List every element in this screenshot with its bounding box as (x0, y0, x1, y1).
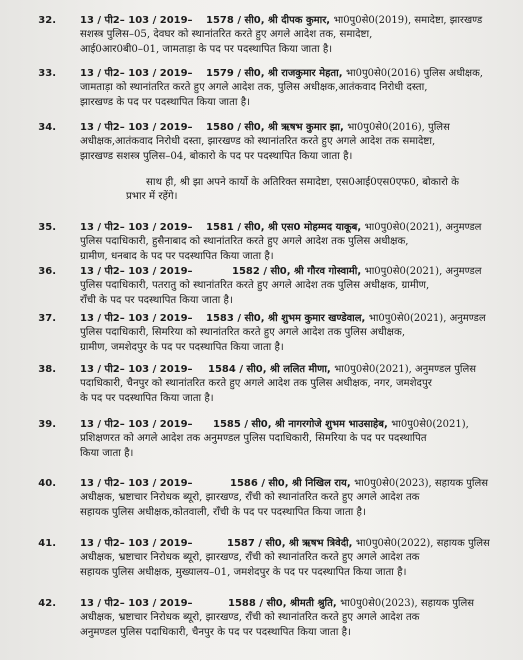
body-line: सहायक पुलिस अधीक्षक,कोतवाली, राँची के पद पर पदस्थापित किया जाता है। (80, 506, 366, 518)
body-line: पुलिस पदाधिकारी, सिमरिया को स्थानांतरित करते हुए अगले आदेश तक पुलिस अधीक्षक, (80, 327, 406, 339)
body-line: अधीक्षक,आतंकवाद निरोधी दस्ता, झारखण्ड को स्थानांतरित करते हुए अगले आदेश तक समादेष्टा, (80, 136, 436, 148)
body-line: आई0आर0बी0–01, जामताड़ा के पद पर पदस्थापित किया जाता है। (80, 43, 333, 55)
posting-text: भा0पु0से0(2021), अनुमण्डल (364, 222, 482, 233)
posting-text: भा0पु0से0(2023), सहायक पुलिस (340, 598, 475, 609)
body-line: अधीक्षक, भ्रष्टाचार निरोधक ब्यूरो, झारखण्ड, राँची को स्थानांतरित करते हुए अगले आदेश तक (80, 492, 420, 504)
ref-number: 1580 / सी0, (206, 122, 265, 133)
body-line: ग्रामीण, जमशेदपुर के पद पर पदस्थापित किया जाता है। (80, 341, 284, 353)
posting-text: भा0पु0से0(2016) पुलिस अधीक्षक, (345, 68, 483, 79)
ref-number: 1581 / सी0, (206, 222, 265, 233)
entry-number: 33. (38, 68, 56, 79)
entry-number: 40. (38, 478, 56, 489)
order-number: 13 / पी2– 103 / 2019– (80, 68, 193, 79)
posting-text: भा0पु0से0(2023), सहायक पुलिस (354, 478, 489, 489)
body-line: सहायक पुलिस अधीक्षक, मुख्यालय–01, जमशेदपुर के पद पर पदस्थापित किया जाता है। (80, 566, 407, 578)
body-line: जामताड़ा को स्थानांतरित करते हुए अगले आदेश तक, पुलिस अधीक्षक,आतंकवाद निरोधी दस्ता, (80, 82, 428, 94)
order-number: 13 / पी2– 103 / 2019– (80, 266, 193, 277)
ref-number: 1588 / सी0, (228, 598, 287, 609)
ref-number: 1585 / सी0, (213, 419, 272, 430)
order-number: 13 / पी2– 103 / 2019– (80, 364, 193, 375)
note-line: प्रभार में रहेंगे। (126, 191, 178, 203)
officer-name: श्री ऋषभ कुमार झा, (268, 122, 344, 133)
order-number: 13 / पी2– 103 / 2019– (80, 222, 193, 233)
officer-name: श्री गौरव गोस्वामी, (294, 266, 362, 277)
officer-name: श्री एस0 मोहम्मद याकूब, (268, 222, 362, 233)
entry-number: 32. (38, 15, 56, 26)
body-line: झारखण्ड के पद पर पदस्थापित किया जाता है। (80, 96, 251, 108)
additional-charge-note (126, 176, 516, 205)
entry-number: 36. (38, 266, 56, 277)
entry-number: 41. (38, 538, 56, 549)
entry-number: 42. (38, 598, 56, 609)
entry-number: 38. (38, 364, 56, 375)
body-line: पुलिस पदाधिकारी, हुसैनाबाद को स्थानांतरित करते हुए अगले आदेश तक पुलिस अधीक्षक, (80, 236, 409, 248)
body-line: पुलिस पदाधिकारी, पतरातु को स्थानांतरित करते हुए अगले आदेश तक पुलिस अधीक्षक, ग्रामीण, (80, 280, 430, 292)
ref-number: 1579 / सी0, (206, 68, 265, 79)
posting-text: भा0पु0से0(2021), अनुमण्डल पुलिस (334, 364, 476, 375)
posting-text: भा0पु0से0(2021), (391, 419, 469, 430)
body-line: अधीक्षक, भ्रष्टाचार निरोधक ब्यूरो, झारखण्ड, राँची को स्थानांतरित करते हुए अगले आदेश तक (80, 612, 420, 624)
officer-name: श्री शुभम कुमार खण्डेवाल, (268, 313, 366, 324)
note-line: साथ ही, श्री झा अपने कार्यो के अतिरिक्त समादेष्टा, एस0आई0एस0एफ0, बोकारो के (146, 177, 459, 188)
order-number: 13 / पी2– 103 / 2019– (80, 419, 193, 430)
body-line: पदाधिकारी, चैनपुर को स्थानांतरित करते हुए अगले आदेश तक पुलिस अधीक्षक, नगर, जमशेदपुर (80, 378, 432, 390)
ref-number: 1587 / सी0, (227, 538, 286, 549)
body-line: झारखण्ड सशस्त्र पुलिस–04, बोकारो के पद पर पदस्थापित किया जाता है। (80, 150, 353, 162)
order-number: 13 / पी2– 103 / 2019– (80, 598, 193, 609)
body-line: अनुमण्डल पुलिस पदाधिकारी, चैनपुर के पद पर पदस्थापित किया जाता है। (80, 626, 351, 638)
ref-number: 1586 / सी0, (230, 478, 289, 489)
entry-number: 35. (38, 222, 56, 233)
ref-number: 1584 / सी0, (208, 364, 267, 375)
posting-text: भा0पु0से0(2022), सहायक पुलिस (355, 538, 490, 549)
body-line: अधीक्षक, भ्रष्टाचार निरोधक ब्यूरो, झारखण्ड, राँची को स्थानांतरित करते हुए अगले आदेश तक (80, 552, 420, 564)
body-line: प्रशिक्षणरत को अगले आदेश तक अनुमण्डल पुलिस पदाधिकारी, सिमरिया के पद पर पदस्थापित (80, 433, 427, 445)
officer-name: श्री नागरगोजे शुभम भाउसाहेब, (275, 419, 388, 430)
order-number: 13 / पी2– 103 / 2019– (80, 478, 193, 489)
body-line: ग्रामीण, धनबाद के पद पर पदस्थापित किया जाता है। (80, 250, 274, 262)
officer-name: श्री राजकुमार मेहता, (268, 68, 343, 79)
order-number: 13 / पी2– 103 / 2019– (80, 313, 193, 324)
officer-name: श्रीमती श्रुति, (290, 598, 337, 609)
ref-number: 1578 / सी0, (206, 15, 265, 26)
order-number: 13 / पी2– 103 / 2019– (80, 122, 193, 133)
body-line: के पद पर पदस्थापित किया जाता है। (80, 392, 214, 404)
order-number: 13 / पी2– 103 / 2019– (80, 538, 193, 549)
posting-text: भा0पु0से0(2021), अनुमण्डल (368, 313, 486, 324)
entry-number: 34. (38, 122, 56, 133)
posting-text: भा0पु0से0(2021), अनुमण्डल (364, 266, 482, 277)
order-number: 13 / पी2– 103 / 2019– (80, 15, 193, 26)
officer-name: श्री ऋषभ त्रिवेदी, (289, 538, 353, 549)
entry-number: 37. (38, 313, 56, 324)
posting-text: भा0पु0से0(2019), समादेष्टा, झारखण्ड (333, 15, 483, 26)
officer-name: श्री ललित मीणा, (270, 364, 331, 375)
ref-number: 1583 / सी0, (206, 313, 265, 324)
ref-number: 1582 / सी0, (232, 266, 291, 277)
body-line: किया जाता है। (80, 447, 134, 459)
body-line: सशस्त्र पुलिस–05, देवघर को स्थानांतरित करते हुए अगले आदेश तक, समादेष्टा, (80, 29, 373, 41)
posting-text: भा0पु0से0(2016), पुलिस (347, 122, 450, 133)
officer-name: श्री निखिल राय, (292, 478, 351, 489)
body-line: राँची के पद पर पदस्थापित किया जाता है। (80, 294, 233, 306)
officer-name: श्री दीपक कुमार, (268, 15, 331, 26)
entry-number: 39. (38, 419, 56, 430)
